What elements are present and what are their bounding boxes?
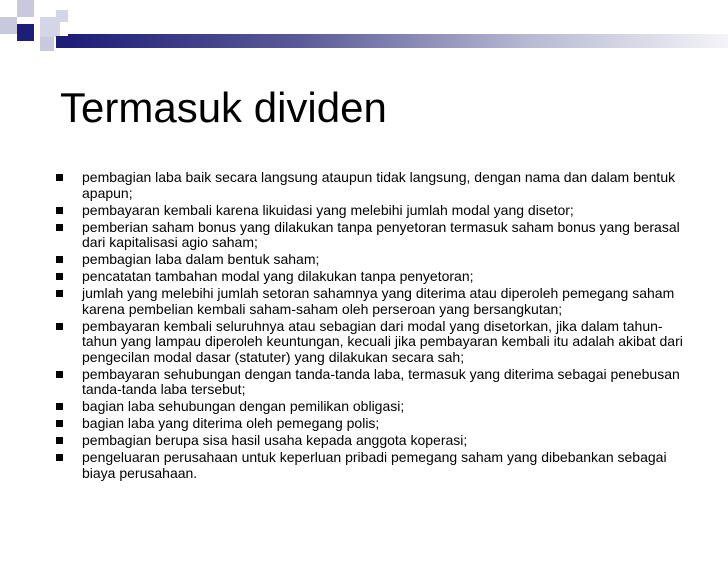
list-item-text: pembagian laba baik secara langsung ataupun tidak langsung, dengan nama dan dalam bentuk apapun; bbox=[82, 169, 676, 201]
list-item-text: pembayaran kembali karena likuidasi yang melebihi jumlah modal yang disetor; bbox=[82, 201, 574, 218]
list-item-text: jumlah yang melebihi jumlah setoran sahamnya yang diterima atau diperoleh pemegang saham karena pembelian kembali saham-saham oleh perseroan yang bersangkutan; bbox=[82, 285, 675, 317]
list-item bbox=[56, 399, 686, 415]
header-gradient-bar bbox=[68, 34, 728, 48]
square-bullet-icon bbox=[56, 290, 63, 297]
list-item bbox=[56, 433, 686, 449]
list-item-text: pembayaran sehubungan dengan tanda-tanda laba, termasuk yang diterima sebagai penebusan tanda-tanda laba tersebut; bbox=[82, 365, 680, 397]
deco-square bbox=[40, 17, 60, 37]
header-decoration bbox=[0, 0, 728, 60]
list-item bbox=[56, 416, 686, 432]
list-item bbox=[56, 170, 686, 201]
square-bullet-icon bbox=[56, 437, 63, 444]
list-item bbox=[56, 286, 686, 317]
bullet-list bbox=[56, 170, 686, 483]
list-item-text: pembagian berupa sisa hasil usaha kepada anggota koperasi; bbox=[82, 432, 468, 448]
square-bullet-icon bbox=[56, 256, 63, 263]
list-item bbox=[56, 319, 686, 366]
slide-title: Termasuk dividen bbox=[60, 84, 387, 131]
deco-square bbox=[17, 0, 34, 17]
square-bullet-icon bbox=[56, 174, 63, 181]
list-item bbox=[56, 252, 686, 268]
square-bullet-icon bbox=[56, 273, 63, 280]
list-item-text: pembagian laba dalam bentuk saham; bbox=[82, 251, 320, 267]
deco-square bbox=[0, 0, 17, 17]
square-bullet-icon bbox=[56, 420, 63, 427]
square-bullet-icon bbox=[56, 207, 63, 214]
square-bullet-icon bbox=[56, 454, 63, 461]
list-item-text: pembayaran kembali seluruhnya atau sebagian dari modal yang disetorkan, jika dalam tahun-tahun yang lampau diperoleh keuntungan, kecuali jika pembayaran kembali itu adalah akibat dari pengecilan modal dasar (statuter) yang dilakukan secara sah; bbox=[82, 317, 683, 365]
square-bullet-icon bbox=[56, 224, 63, 231]
list-item bbox=[56, 203, 686, 219]
list-item bbox=[56, 367, 686, 398]
square-bullet-icon bbox=[56, 403, 63, 410]
list-item-text: pemberian saham bonus yang dilakukan tanpa penyetoran termasuk saham bonus yang berasal dari kapitalisasi agio saham; bbox=[82, 218, 680, 250]
list-item-text: bagian laba sehubungan dengan pemilikan obligasi; bbox=[82, 398, 405, 414]
deco-square bbox=[0, 17, 17, 34]
deco-square bbox=[40, 37, 54, 51]
list-item-text: pengeluaran perusahaan untuk keperluan pribadi pemegang saham yang dibebankan sebagai biaya perusahaan. bbox=[82, 449, 667, 481]
list-item bbox=[56, 269, 686, 285]
list-item-text: pencatatan tambahan modal yang dilakukan tanpa penyetoran; bbox=[82, 268, 474, 284]
list-item bbox=[56, 450, 686, 481]
square-bullet-icon bbox=[56, 371, 63, 378]
square-bullet-icon bbox=[56, 323, 63, 330]
deco-square bbox=[56, 36, 68, 48]
deco-square bbox=[17, 24, 34, 41]
list-item-text: bagian laba yang diterima oleh pemegang polis; bbox=[82, 415, 380, 431]
list-item bbox=[56, 220, 686, 251]
